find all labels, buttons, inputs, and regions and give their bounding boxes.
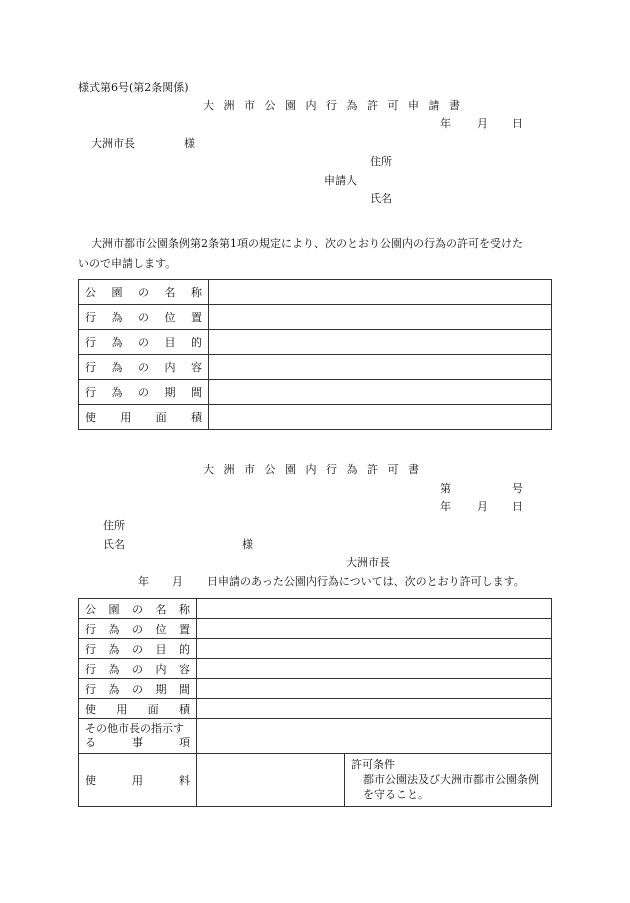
permit-field-purpose[interactable] bbox=[197, 639, 552, 659]
statement-month: 月 bbox=[172, 575, 183, 588]
permit-field-park-name[interactable] bbox=[197, 599, 552, 619]
applicant-name-label: 氏名 bbox=[370, 192, 392, 205]
addressee: 大洲市長 bbox=[91, 137, 135, 150]
applicant-label: 申請人 bbox=[324, 174, 357, 187]
permittee-address-label: 住所 bbox=[103, 519, 125, 532]
table-row bbox=[79, 719, 552, 754]
table-row bbox=[79, 330, 552, 355]
permit-field-period[interactable] bbox=[197, 679, 552, 699]
application-date-day: 日 bbox=[512, 117, 523, 130]
table-row bbox=[79, 280, 552, 305]
permit-row-label-content: 行 為 の 内 容 bbox=[79, 659, 197, 679]
table-row bbox=[79, 659, 552, 679]
table-row bbox=[79, 639, 552, 659]
permit-row-label-area: 使 用 面 積 bbox=[79, 699, 197, 719]
row-label-purpose: 行 為 の 目 的 bbox=[79, 330, 209, 355]
statement-text: 日申請のあった公園内行為については、次のとおり許可します。 bbox=[207, 575, 525, 588]
table-row bbox=[79, 679, 552, 699]
permit-table bbox=[78, 598, 552, 807]
application-body-line1: 大洲市都市公園条例第2条第1項の規定により、次のとおり公園内の行為の許可を受けた bbox=[91, 237, 523, 250]
field-location[interactable] bbox=[209, 305, 552, 330]
permit-title: 大 洲 市 公 園 内 行 為 許 可 書 bbox=[203, 463, 422, 476]
table-row bbox=[79, 405, 552, 430]
permit-number-prefix: 第 bbox=[440, 482, 451, 495]
other-instructions-line2-a: る bbox=[85, 736, 96, 749]
addressee-suffix: 様 bbox=[184, 137, 195, 150]
field-period[interactable] bbox=[209, 380, 552, 405]
field-park-name[interactable] bbox=[209, 280, 552, 305]
table-row bbox=[79, 754, 552, 807]
permit-row-label-purpose: 行 為 の 目 的 bbox=[79, 639, 197, 659]
form-number: 様式第6号(第2条関係) bbox=[78, 81, 189, 94]
permit-conditions bbox=[345, 754, 552, 807]
application-body-line2: いので申請します。 bbox=[78, 257, 177, 270]
table-row bbox=[79, 380, 552, 405]
conditions-text: 都市公園法及び大洲市都市公園条例を守ること。 bbox=[363, 773, 539, 801]
field-area[interactable] bbox=[209, 405, 552, 430]
permit-field-location[interactable] bbox=[197, 619, 552, 639]
table-row bbox=[79, 305, 552, 330]
permit-field-area[interactable] bbox=[197, 699, 552, 719]
permit-date-year: 年 bbox=[440, 500, 451, 513]
issuer: 大洲市長 bbox=[346, 556, 390, 569]
statement-year: 年 bbox=[138, 575, 149, 588]
application-title: 大 洲 市 公 園 内 行 為 許 可 申 請 書 bbox=[203, 99, 463, 112]
applicant-address-label: 住所 bbox=[370, 155, 392, 168]
row-label-park-name: 公 園 の 名 称 bbox=[79, 280, 209, 305]
permit-number-suffix: 号 bbox=[512, 482, 523, 495]
permit-row-label-fee: 使 用 料 bbox=[79, 754, 197, 807]
permit-field-other-instructions[interactable] bbox=[197, 719, 552, 754]
permittee-name-label: 氏名 bbox=[103, 538, 125, 551]
application-table bbox=[78, 279, 552, 430]
table-row bbox=[79, 699, 552, 719]
row-label-location: 行 為 の 位 置 bbox=[79, 305, 209, 330]
permit-row-label-other-instructions bbox=[79, 719, 197, 754]
table-row bbox=[79, 619, 552, 639]
field-purpose[interactable] bbox=[209, 330, 552, 355]
conditions-label: 許可条件 bbox=[351, 758, 395, 771]
permit-date-day: 日 bbox=[512, 500, 523, 513]
other-instructions-line2-c: 項 bbox=[179, 736, 190, 749]
application-date-month: 月 bbox=[477, 117, 488, 130]
permit-field-fee[interactable] bbox=[197, 754, 345, 807]
row-label-content: 行 為 の 内 容 bbox=[79, 355, 209, 380]
application-date-year: 年 bbox=[440, 117, 451, 130]
permit-date-month: 月 bbox=[477, 500, 488, 513]
table-row bbox=[79, 355, 552, 380]
row-label-area: 使 用 面 積 bbox=[79, 405, 209, 430]
permit-row-label-period: 行 為 の 期 間 bbox=[79, 679, 197, 699]
row-label-period: 行 為 の 期 間 bbox=[79, 380, 209, 405]
field-content[interactable] bbox=[209, 355, 552, 380]
permit-field-content[interactable] bbox=[197, 659, 552, 679]
permit-row-label-location: 行 為 の 位 置 bbox=[79, 619, 197, 639]
other-instructions-line1: その他市長の指示す bbox=[85, 722, 184, 735]
other-instructions-line2-b: 事 bbox=[132, 736, 143, 749]
permit-row-label-park-name: 公 園 の 名 称 bbox=[79, 599, 197, 619]
permittee-name-suffix: 様 bbox=[242, 538, 253, 551]
table-row bbox=[79, 599, 552, 619]
